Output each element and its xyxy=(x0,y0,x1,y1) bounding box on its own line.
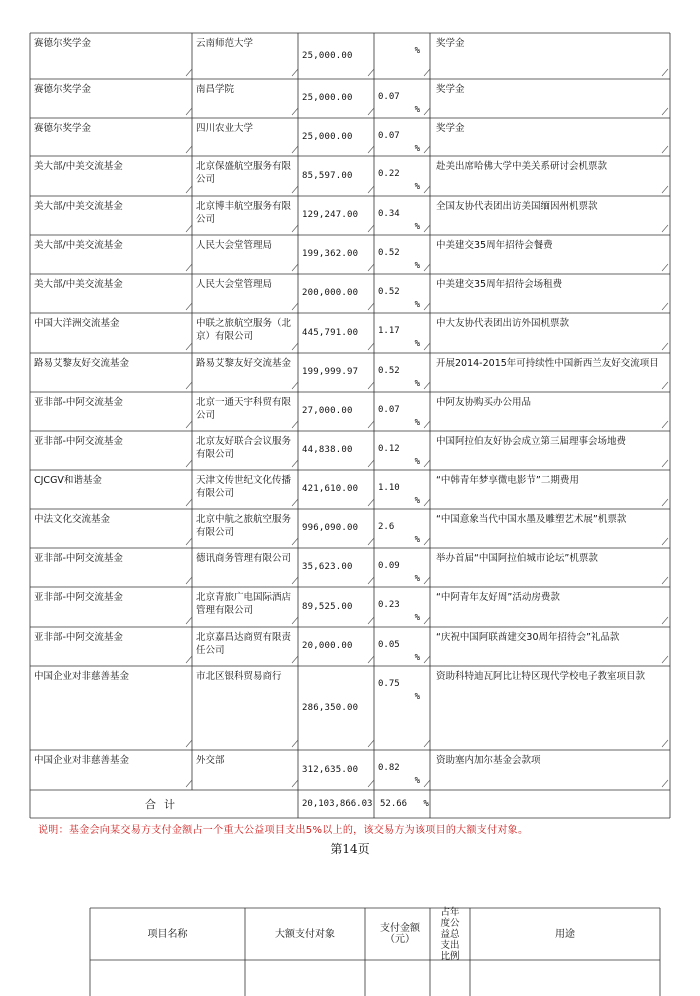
header-use: 用途 xyxy=(555,928,575,940)
ratio-percent: % xyxy=(414,105,420,115)
table-row xyxy=(30,750,670,790)
ratio xyxy=(378,392,430,431)
amount: 25,000.00 xyxy=(302,93,353,103)
ratio-percent: % xyxy=(414,574,420,584)
table-row xyxy=(30,470,670,509)
ratio-percent: % xyxy=(414,182,420,192)
amount: 286,350.00 xyxy=(302,702,359,713)
ratio-percent: % xyxy=(414,496,420,506)
payee: 北京保盛航空服务有限公司 xyxy=(196,161,292,185)
ratio-value: 0.07 xyxy=(378,92,400,102)
ratio xyxy=(378,79,430,118)
project-name: 美大部/中美交流基金 xyxy=(34,240,123,251)
table-row xyxy=(30,235,670,274)
table-row xyxy=(30,353,670,392)
ratio-percent: % xyxy=(414,535,420,545)
amount: 421,610.00 xyxy=(302,484,359,494)
table-row xyxy=(30,627,670,666)
ratio-value: 0.12 xyxy=(378,444,400,454)
payee: 云南师范大学 xyxy=(196,38,254,49)
ratio-percent: % xyxy=(414,457,420,467)
payee: 北京博丰航空服务有限公司 xyxy=(196,201,292,225)
ratio-percent: % xyxy=(414,222,420,232)
project-name: 美大部/中美交流基金 xyxy=(34,201,123,212)
ratio-value: 1.10 xyxy=(378,483,400,493)
use: 中美建交35周年招待会场租费 xyxy=(436,279,563,290)
project-name: 赛德尔奖学金 xyxy=(34,123,92,134)
total-ratio-percent: % xyxy=(423,798,429,809)
use: “中韩青年梦享微电影节”二期费用 xyxy=(436,475,579,486)
ratio-value: 0.52 xyxy=(378,366,400,376)
total-label: 合计 xyxy=(145,797,183,811)
project-name: 赛德尔奖学金 xyxy=(34,84,92,95)
ratio xyxy=(378,548,430,587)
ratio-value: 0.34 xyxy=(378,209,400,219)
payee: 北京青旅广电国际酒店管理有限公司 xyxy=(196,592,292,616)
payee: 德讯商务管理有限公司 xyxy=(196,553,292,564)
amount: 445,791.00 xyxy=(302,327,359,338)
ratio-percent: % xyxy=(414,46,420,56)
ratio xyxy=(378,196,430,235)
ratio xyxy=(378,353,430,392)
amount: 996,090.00 xyxy=(302,523,359,533)
next-page-table-header xyxy=(90,908,660,960)
project-name: 亚非部-中阿交流基金 xyxy=(34,632,123,643)
amount: 25,000.00 xyxy=(302,50,353,61)
use: 奖学金 xyxy=(436,123,465,134)
ratio xyxy=(378,33,430,79)
ratio xyxy=(378,666,430,750)
use: 中大友协代表团出访外国机票款 xyxy=(436,318,570,329)
payee: 北京中航之旅航空服务有限公司 xyxy=(196,514,292,538)
payee: 人民大会堂管理局 xyxy=(196,279,273,290)
ratio-percent: % xyxy=(414,776,420,786)
amount: 129,247.00 xyxy=(302,210,359,220)
amount: 200,000.00 xyxy=(302,288,359,298)
payee: 北京嘉昌达商贸有限责任公司 xyxy=(196,632,292,656)
project-name: 美大部/中美交流基金 xyxy=(34,279,123,290)
ratio-percent: % xyxy=(414,339,420,349)
header-amount: 支付金额（元） xyxy=(380,923,420,945)
amount: 199,362.00 xyxy=(302,249,359,259)
total-ratio-value: 52.66 xyxy=(380,798,408,809)
header-ratio: 占年度公益总支出比例 xyxy=(440,906,460,962)
ratio-value: 0.23 xyxy=(378,600,400,610)
ratio-percent: % xyxy=(414,692,420,702)
amount: 35,623.00 xyxy=(302,562,353,572)
ratio-percent: % xyxy=(414,379,420,389)
ratio-value: 0.07 xyxy=(378,131,400,141)
header-payee: 大额支付对象 xyxy=(275,928,335,940)
use: 开展2014-2015年可持续性中国新西兰友好交流项目 xyxy=(436,358,659,369)
amount: 44,838.00 xyxy=(302,445,353,455)
ratio-percent: % xyxy=(414,418,420,428)
table-row xyxy=(30,196,670,235)
project-name: 亚非部-中阿交流基金 xyxy=(34,397,123,408)
table-row xyxy=(30,548,670,587)
ratio xyxy=(378,431,430,470)
ratio-value: 0.07 xyxy=(378,405,400,415)
table-row xyxy=(30,79,670,118)
amount: 20,000.00 xyxy=(302,641,353,651)
ratio xyxy=(378,156,430,196)
ratio-value: 0.75 xyxy=(378,679,400,689)
ratio xyxy=(378,509,430,548)
use: “中国意象当代中国水墨及雕塑艺术展”机票款 xyxy=(436,514,627,525)
use: 中阿友协购买办公用品 xyxy=(436,397,532,408)
payee: 北京一通天宇科贸有限公司 xyxy=(196,397,292,421)
table-row xyxy=(30,313,670,353)
payee: 北京友好联合会议服务有限公司 xyxy=(196,436,292,460)
payee: 四川农业大学 xyxy=(196,123,254,134)
ratio-value: 0.22 xyxy=(378,169,400,179)
page-number: 第14页 xyxy=(330,842,370,856)
project-name: 赛德尔奖学金 xyxy=(34,38,92,49)
ratio xyxy=(378,313,430,353)
project-name: 路易艾黎友好交流基金 xyxy=(34,358,130,369)
ratio xyxy=(378,587,430,627)
use: “庆祝中国阿联酋建交30周年招待会”礼品款 xyxy=(436,632,620,643)
use: 资助塞内加尔基金会款项 xyxy=(436,755,541,766)
project-name: 中国企业对非慈善基金 xyxy=(34,671,130,682)
project-name: 亚非部-中阿交流基金 xyxy=(34,592,123,603)
table-row xyxy=(30,666,670,750)
project-name: 亚非部-中阿交流基金 xyxy=(34,553,123,564)
footnote: 说明：基金会向某交易方支付金额占一个重大公益项目支出5%以上的，该交易方为该项目的大额支付对象。 xyxy=(38,825,529,836)
ratio-value: 0.52 xyxy=(378,248,400,258)
project-name: CJCGV和谐基金 xyxy=(34,475,102,486)
table-row xyxy=(30,118,670,156)
table-row xyxy=(30,392,670,431)
table-row xyxy=(30,509,670,548)
table-row xyxy=(30,33,670,79)
project-name: 中法文化交流基金 xyxy=(34,514,111,525)
use: 资助科特迪瓦阿比让特区现代学校电子教室项目款 xyxy=(436,671,646,682)
ratio-percent: % xyxy=(414,653,420,663)
total-row xyxy=(30,790,670,818)
ratio-value: 2.6 xyxy=(378,522,395,532)
ratio xyxy=(378,274,430,313)
ratio xyxy=(378,470,430,509)
ratio xyxy=(378,118,430,156)
payee: 中联之旅航空服务（北京）有限公司 xyxy=(196,318,292,342)
use: 中国阿拉伯友好协会成立第三届理事会场地费 xyxy=(436,436,627,447)
table-row xyxy=(30,431,670,470)
payee: 天津文传世纪文化传播有限公司 xyxy=(196,475,292,499)
ratio-percent: % xyxy=(414,613,420,623)
ratio-value: 0.52 xyxy=(378,287,400,297)
ratio-value: 0.82 xyxy=(378,763,400,773)
use: “中阿青年友好周”活动房费款 xyxy=(436,592,560,603)
amount: 27,000.00 xyxy=(302,406,353,416)
amount: 85,597.00 xyxy=(302,170,353,181)
payee: 市北区银科贸易商行 xyxy=(196,671,282,682)
amount: 89,525.00 xyxy=(302,601,353,612)
payee: 南昌学院 xyxy=(196,84,235,95)
amount: 199,999.97 xyxy=(302,367,359,377)
table-row xyxy=(30,587,670,627)
ratio-percent: % xyxy=(414,144,420,154)
project-name: 中国企业对非慈善基金 xyxy=(34,755,130,766)
ratio-value: 1.17 xyxy=(378,326,400,336)
use: 赴美出席哈佛大学中美关系研讨会机票款 xyxy=(436,161,608,172)
payee: 外交部 xyxy=(196,755,225,766)
ratio xyxy=(378,750,430,790)
amount: 25,000.00 xyxy=(302,131,353,142)
payee: 人民大会堂管理局 xyxy=(196,240,273,251)
total-amount: 20,103,866.03 xyxy=(302,798,373,809)
project-name: 亚非部-中阿交流基金 xyxy=(34,436,123,447)
table-row xyxy=(30,156,670,196)
use: 奖学金 xyxy=(436,38,465,49)
total-ratio xyxy=(380,790,440,818)
header-project-name: 项目名称 xyxy=(147,928,188,940)
use: 全国友协代表团出访美国缅因州机票款 xyxy=(436,201,598,212)
ratio-percent: % xyxy=(414,261,420,271)
ratio xyxy=(378,235,430,274)
project-name: 中国大洋洲交流基金 xyxy=(34,318,120,329)
ratio-value: 0.09 xyxy=(378,561,400,571)
use: 中美建交35周年招待会餐费 xyxy=(436,240,553,251)
use: 奖学金 xyxy=(436,84,465,95)
amount: 312,635.00 xyxy=(302,764,359,775)
ratio-percent: % xyxy=(414,300,420,310)
ratio-value: 0.05 xyxy=(378,640,400,650)
table-row xyxy=(30,274,670,313)
payee: 路易艾黎友好交流基金 xyxy=(196,358,292,369)
project-name: 美大部/中美交流基金 xyxy=(34,161,123,172)
use: 举办首届“中国阿拉伯城市论坛”机票款 xyxy=(436,553,598,564)
ratio xyxy=(378,627,430,666)
